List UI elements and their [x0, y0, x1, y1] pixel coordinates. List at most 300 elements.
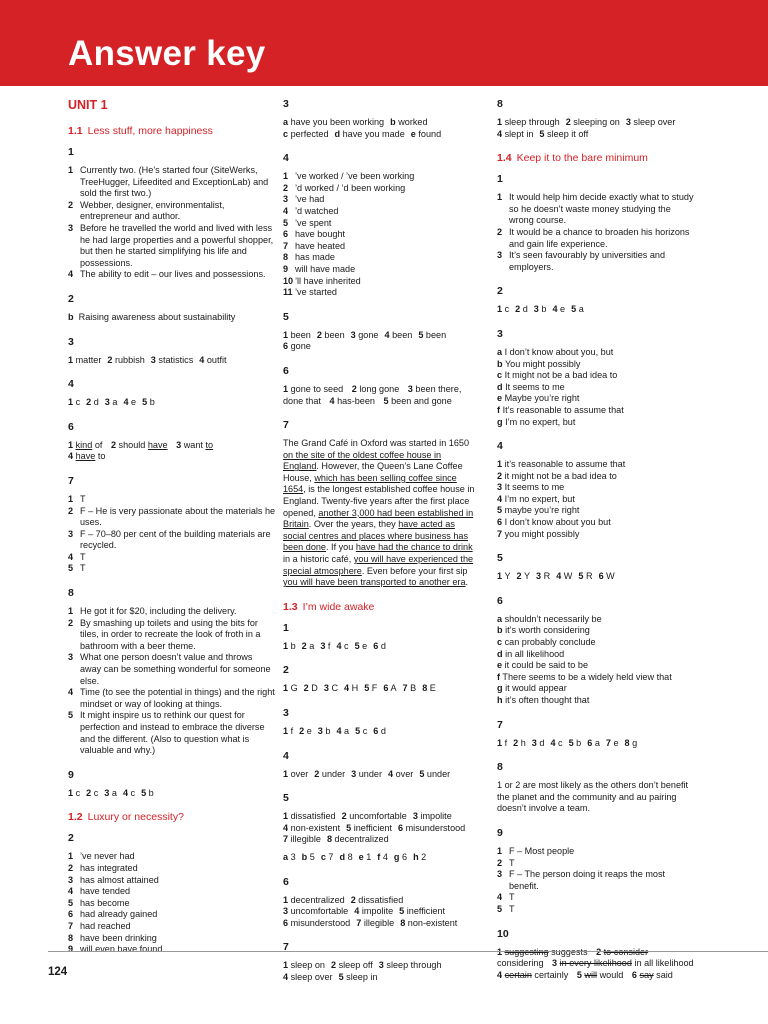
column-2	[283, 98, 479, 996]
answer-key: 1	[283, 683, 289, 694]
item-text: It would help him decide exactly what to study so he doesn’t waste money studying the wrong course.	[509, 192, 694, 226]
answer-text: C	[331, 683, 339, 694]
answer-row	[497, 695, 697, 707]
text-run: The Grand Café in Oxford was started in 1650	[283, 438, 470, 449]
item-text: It might inspire us to rethink our quest for perfection and instead to embrace the diverse and the different. (Also to question what is valuable and why.)	[80, 710, 265, 756]
answer-text: impolite	[361, 906, 394, 917]
answer-text: in all likelihood	[634, 958, 694, 969]
answer-text: c	[558, 737, 563, 748]
answer-text: W	[563, 571, 573, 582]
answer-row	[497, 672, 697, 684]
answer-key: 2	[516, 571, 522, 582]
list-item	[68, 851, 276, 863]
item-number: 4	[68, 687, 74, 698]
answer-key: 2	[515, 304, 521, 315]
answer-text: f	[504, 737, 508, 748]
answer-key: e	[497, 393, 503, 404]
answer-text: c	[75, 787, 81, 798]
exercise	[68, 378, 276, 409]
section-heading	[68, 125, 276, 138]
answer-list	[68, 494, 276, 575]
exercise-number: 4	[283, 152, 289, 165]
item-number: 2	[68, 505, 74, 516]
answer-text: have you been working	[290, 117, 385, 127]
exercise-number: 2	[68, 292, 74, 305]
answer-text: it’s often thought that	[505, 695, 590, 705]
answer-key: 4	[384, 329, 390, 340]
answer-key: 6	[283, 917, 289, 928]
answer-key: 5	[418, 329, 424, 340]
answer-line	[497, 304, 697, 316]
answer-text: it might not be a bad idea to	[504, 470, 617, 481]
answer-key: 5	[142, 397, 148, 408]
struck-text: say	[639, 969, 654, 980]
item-number: 2	[68, 199, 74, 210]
item-number: 3	[68, 528, 74, 539]
answer-key: 3	[104, 787, 110, 798]
answer-key: 3	[320, 640, 326, 651]
item-number: 4	[497, 892, 503, 903]
item-text: It’s seen favourably by universities and employers.	[509, 250, 666, 272]
answer-key: 3	[350, 329, 356, 340]
answer-key: 3	[407, 383, 413, 394]
answer-text: It might not be a bad idea to	[504, 370, 618, 381]
answer-key: a	[497, 613, 503, 624]
answer-key: 6	[587, 737, 593, 748]
answer-key: 3	[552, 958, 558, 969]
answer-key: 5	[568, 737, 574, 748]
item-number: 3	[68, 874, 74, 885]
item-text: T	[80, 551, 86, 562]
list-item	[68, 506, 276, 529]
item-number: 1	[68, 493, 74, 504]
answer-key: 1	[283, 329, 289, 340]
section-title: Less stuff, more happiness	[87, 125, 213, 137]
answer-key: 1	[497, 946, 503, 957]
answer-text: non-existent	[290, 822, 341, 833]
exercise-number: 5	[283, 792, 289, 805]
answer-text: would	[599, 969, 624, 980]
answer-text: 7	[328, 851, 334, 862]
answer-list	[497, 846, 697, 916]
answer-line	[283, 330, 479, 342]
answer-text: maybe you’re right	[504, 505, 580, 516]
answer-text: dissatisfied	[290, 811, 336, 822]
unit-heading: UNIT 1	[68, 98, 108, 112]
answer-key: f	[377, 851, 381, 862]
exercise	[497, 440, 697, 540]
answer-text: Maybe you’re right	[504, 393, 580, 404]
answer-key: 7	[402, 683, 408, 694]
list-item	[283, 229, 479, 241]
item-text: ’ve worked / ’ve been working	[295, 171, 415, 182]
answer-key: 2	[86, 397, 92, 408]
exercise-number: 6	[283, 875, 289, 888]
answer-text: over	[395, 768, 414, 779]
exercise-number: 1	[497, 173, 503, 186]
exercise	[497, 595, 697, 707]
answer-key: 6	[373, 640, 379, 651]
answer-text: D	[311, 683, 318, 694]
header-banner	[0, 0, 768, 86]
answer-rows	[497, 347, 697, 428]
answer-line	[283, 895, 479, 907]
answer-key: 7	[356, 917, 362, 928]
answer-list	[68, 606, 276, 757]
exercise-number: 7	[283, 419, 289, 432]
answer-key: 2	[86, 787, 92, 798]
answer-row	[497, 393, 697, 405]
list-item	[68, 529, 276, 552]
exercise	[68, 769, 276, 800]
answer-text: of	[94, 439, 103, 450]
answer-text: e	[560, 304, 566, 315]
item-text: has made	[295, 252, 335, 263]
item-text: Webber, designer, environmentalist, entrepreneur and author.	[80, 199, 225, 222]
answer-text: g	[632, 737, 638, 748]
text-run: . If you	[326, 542, 356, 553]
item-number: 9	[68, 944, 74, 955]
answer-text: over	[290, 768, 309, 779]
item-text: will have made	[295, 263, 356, 274]
item-number: 4	[283, 205, 289, 216]
answer-line	[283, 683, 479, 695]
exercise	[283, 419, 479, 589]
answer-key: 6	[598, 571, 604, 582]
answer-key: 7	[497, 528, 503, 539]
answer-text: b	[290, 640, 296, 651]
answer-line	[68, 312, 276, 324]
answer-text: gone	[358, 329, 379, 340]
underlined-text: you will have been transported to another era	[283, 577, 466, 588]
text-run: .	[465, 577, 469, 588]
list-item	[283, 252, 479, 264]
answer-text: you might possibly	[504, 528, 580, 539]
item-number: 5	[68, 563, 74, 574]
answer-key: 2	[107, 354, 113, 365]
exercise-number: 1	[283, 621, 289, 634]
answer-key: 1	[283, 894, 289, 905]
answer-key: 1	[68, 354, 74, 365]
answer-text: misunderstood	[405, 822, 466, 833]
item-text: ’ve started	[295, 287, 337, 298]
exercise	[283, 365, 479, 407]
item-text: Time (to see the potential in things) and the right mindset or way of looking at things.	[80, 687, 275, 709]
list-item	[68, 875, 276, 887]
answer-key: h	[497, 695, 503, 705]
exercise-number: 6	[283, 364, 289, 377]
answer-text: worked	[398, 117, 428, 127]
answer-row	[497, 660, 697, 672]
answer-key: e	[497, 660, 503, 671]
item-number: 5	[283, 217, 289, 228]
answer-text: a	[578, 304, 584, 315]
list-item	[497, 227, 697, 250]
answer-text: b	[576, 737, 582, 748]
answer-text: to	[97, 451, 106, 462]
answer-key: 1	[68, 439, 74, 450]
answer-text: d	[93, 397, 99, 408]
item-text: have bought	[295, 229, 346, 240]
item-number: 1	[497, 845, 503, 856]
exercise-number: 3	[283, 707, 289, 719]
text-run: , is the longest established coffee house in England. Twenty-five years after the first place opened,	[283, 484, 475, 518]
list-item	[283, 241, 479, 253]
answer-text: been and gone	[391, 395, 452, 406]
list-item	[68, 223, 276, 269]
list-item	[68, 494, 276, 506]
answer-key: 5	[141, 787, 147, 798]
item-text: T	[509, 892, 515, 903]
answer-text: dissatisfied	[358, 894, 404, 905]
answer-key: 3	[351, 768, 357, 779]
item-number: 4	[68, 886, 74, 897]
answer-text: matter	[75, 354, 102, 365]
answer-line	[283, 960, 479, 972]
item-text: The ability to edit – our lives and possessions.	[80, 269, 266, 280]
answer-line	[68, 397, 276, 409]
item-text: ’ve spent	[295, 217, 332, 228]
item-number: 6	[68, 909, 74, 920]
answer-text: 3	[290, 851, 296, 862]
answer-key: g	[497, 683, 503, 694]
answer-key: 5	[399, 906, 405, 917]
answer-key: c	[497, 637, 503, 648]
answer-text: a	[344, 726, 350, 736]
answer-key: f	[497, 404, 501, 415]
answer-key: 2	[565, 117, 571, 127]
item-number: 5	[68, 710, 74, 721]
answer-text: long gone	[359, 383, 400, 394]
answer-line	[283, 129, 479, 141]
answer-key: 8	[624, 737, 630, 748]
answer-key: 5	[354, 640, 360, 651]
answer-key: b	[497, 358, 503, 369]
answer-key: 4	[283, 971, 289, 982]
exercise-number: 4	[68, 378, 74, 391]
answer-key: g	[497, 416, 503, 427]
answer-text: it’s worth considering	[505, 625, 590, 636]
answer-row	[497, 614, 697, 626]
answer-key: 1	[497, 117, 503, 127]
answer-key: b	[390, 117, 396, 127]
answer-text: a	[594, 737, 600, 748]
answer-line	[68, 355, 276, 367]
item-text: What one person doesn’t value and throws away can be something wonderful for someone else.	[80, 652, 271, 686]
exercise-number: 5	[283, 310, 289, 323]
answer-key: 6	[398, 822, 404, 833]
answer-text: gone to seed	[290, 383, 344, 394]
answer-row	[497, 382, 697, 394]
answer-key: 1	[283, 811, 289, 822]
list-item	[68, 618, 276, 653]
answer-text: h	[520, 737, 526, 748]
item-text: T	[509, 903, 515, 914]
answer-text: 8	[347, 851, 353, 862]
list-item	[68, 898, 276, 910]
exercise	[68, 475, 276, 575]
answer-line	[497, 129, 697, 141]
answer-text: a	[111, 787, 117, 798]
answer-key: c	[283, 128, 289, 139]
exercise	[283, 750, 479, 781]
item-number: 3	[497, 869, 503, 880]
answer-row	[497, 370, 697, 382]
answer-row	[497, 637, 697, 649]
struck-text: suggesting	[504, 946, 549, 957]
exercise	[283, 876, 479, 930]
answer-line	[283, 823, 479, 835]
item-number: 8	[283, 252, 289, 263]
answer-key: 3	[536, 571, 542, 582]
list-item	[497, 858, 697, 870]
exercise	[497, 928, 697, 982]
answer-text: R	[543, 571, 551, 582]
list-item	[68, 269, 276, 281]
answer-text: E	[429, 683, 436, 694]
exercise-number: 2	[68, 832, 74, 845]
column-3	[497, 98, 697, 993]
answer-key: 4	[123, 397, 129, 408]
exercise-number: 7	[283, 941, 289, 954]
answer-text: H	[351, 683, 359, 694]
list-item	[283, 218, 479, 230]
answer-text: a	[309, 640, 315, 651]
answer-line	[68, 788, 276, 800]
answer-key: 5	[576, 969, 582, 980]
exercise	[283, 152, 479, 299]
item-number: 11	[283, 287, 293, 298]
answer-text: b	[541, 304, 547, 315]
answer-text: found	[418, 128, 442, 139]
answer-key: b	[497, 625, 503, 636]
item-text: T	[80, 563, 86, 574]
answer-text: W	[606, 571, 615, 582]
item-text: By smashing up toilets and using the bits for tiles, in order to recreate the look of froth in a bathroom with a beer theme.	[80, 617, 261, 651]
answer-key: 3	[317, 726, 323, 736]
underlined-text: another 3,000 had been established in Britain	[283, 507, 474, 530]
exercise	[283, 941, 479, 983]
answer-key: 5	[419, 768, 425, 779]
answer-key: 6	[383, 683, 389, 694]
item-text: has become	[80, 897, 130, 908]
list-item	[68, 710, 276, 756]
answer-key: b	[68, 311, 74, 322]
list-item	[68, 552, 276, 564]
answer-key: 3	[412, 811, 418, 822]
answer-text: considering	[497, 958, 544, 969]
answer-key: a	[283, 851, 289, 862]
answer-line	[283, 769, 479, 781]
answer-text: c	[362, 726, 368, 736]
underlined-text: have had the chance to drink	[355, 542, 473, 553]
answer-text: slept in	[504, 128, 534, 139]
answer-row	[497, 494, 697, 506]
item-text: have been drinking	[80, 932, 157, 943]
exercise-number: 8	[497, 761, 503, 774]
answer-text: under	[321, 768, 346, 779]
answer-text: d	[380, 640, 386, 651]
item-number: 1	[283, 171, 289, 182]
column-1	[68, 98, 276, 968]
answer-text: c	[75, 397, 81, 408]
answer-text: e	[131, 397, 137, 408]
item-number: 4	[68, 551, 74, 562]
item-text: Currently two. (He’s started four (SiteWerks, TreeHugger, Lifeedited and ExceptionLab) and sold the first two.)	[80, 165, 269, 199]
answer-text: have	[75, 451, 96, 462]
answer-text: been	[290, 329, 311, 340]
answer-rows	[497, 614, 697, 707]
exercise-number: 4	[497, 440, 503, 453]
item-number: 2	[497, 857, 503, 868]
answer-key: d	[497, 648, 503, 659]
answer-row	[497, 359, 697, 371]
answer-text: c	[93, 787, 99, 798]
exercise	[497, 173, 697, 273]
answer-text: decentralized	[334, 834, 389, 845]
item-number: 3	[497, 250, 503, 261]
answer-key: 2	[330, 960, 337, 971]
section-title: Luxury or necessity?	[87, 811, 184, 824]
item-text: had reached	[80, 920, 131, 931]
answer-text: sleep on	[290, 960, 325, 971]
answer-text: F	[371, 683, 378, 694]
exercise-number: 2	[283, 664, 289, 677]
answer-text: d	[539, 737, 545, 748]
answer-text: sleep off	[338, 960, 373, 971]
exercise	[497, 328, 697, 428]
answer-text: can probably conclude	[504, 637, 596, 648]
answer-key: 4	[497, 493, 503, 504]
exercise	[68, 421, 276, 463]
answer-key: 4	[68, 451, 74, 462]
answer-key: 1	[283, 383, 289, 394]
answer-list	[497, 192, 697, 273]
answer-text: 4	[382, 851, 388, 862]
answer-key: 3	[104, 397, 110, 408]
answer-text: inefficient	[406, 906, 446, 917]
answer-text: c	[504, 304, 510, 315]
section-title: I’m wide awake	[302, 600, 375, 613]
item-number: 1	[68, 851, 74, 862]
exercise	[283, 622, 479, 653]
item-text: had already gained	[80, 909, 158, 920]
answer-row	[497, 683, 697, 695]
answer-key: 2	[497, 470, 503, 481]
paragraph	[283, 438, 479, 589]
answer-text: G	[290, 683, 298, 694]
answer-key: 4	[344, 683, 350, 694]
answer-text: to	[205, 439, 214, 450]
answer-text: it would appear	[505, 683, 567, 694]
answer-text: sleeping on	[573, 117, 620, 127]
answer-key: 3	[531, 737, 537, 748]
item-number: 4	[68, 269, 74, 280]
answer-text: b	[325, 726, 331, 736]
answer-key: 6	[373, 726, 379, 736]
answer-text: sleep over	[633, 117, 676, 127]
answer-key: 2	[316, 329, 322, 340]
list-item	[283, 194, 479, 206]
item-number: 2	[68, 862, 74, 873]
answer-text: It’s reasonable to assume that	[502, 404, 624, 415]
underlined-text: on the site of the oldest coffee house in England	[283, 449, 442, 472]
answer-text: sleep in	[346, 971, 378, 982]
exercise-number: 5	[497, 552, 503, 565]
answer-text: d	[380, 726, 386, 736]
answer-row	[497, 405, 697, 417]
answer-key: 2	[303, 683, 309, 694]
